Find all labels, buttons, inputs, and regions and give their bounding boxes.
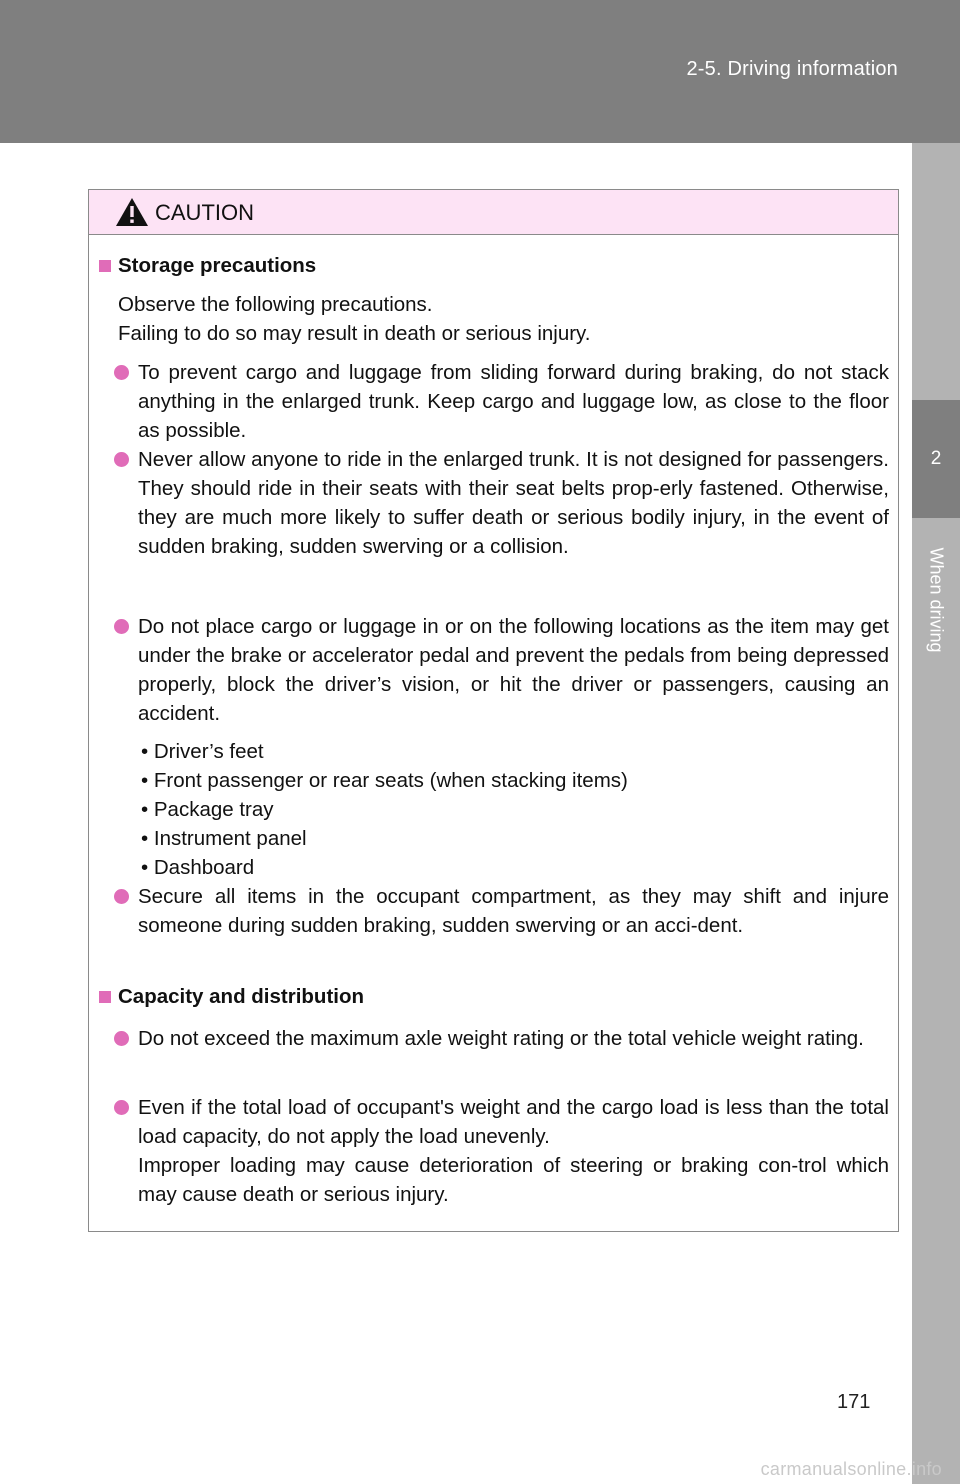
side-tab-top <box>912 143 960 400</box>
list-item: Secure all items in the occupant compartment, as they may shift and injure someone during sudden braking, sudden swerving or an acci-dent. <box>114 882 889 940</box>
page-number: 171 <box>837 1391 871 1413</box>
caution-box <box>88 189 899 1232</box>
section-title: 2-5. Driving information <box>686 58 898 80</box>
location-list <box>141 737 628 882</box>
caution-header <box>89 190 898 235</box>
list-item: Never allow anyone to ride in the enlarged trunk. It is not designed for passengers. They should ride in their seats with their seat belts prop-erly fastened. Otherwise, they are much more likely to suffer death or serious bodily injury, in the event of sudden braking, sudden swerving or a collision. <box>114 445 889 561</box>
intro-line-2: Failing to do so may result in death or serious injury. <box>118 322 591 345</box>
list-item: Do not place cargo or luggage in or on the following locations as the item may get under the brake or accelerator pedal and prevent the pedals from being depressed properly, block the driver’s vision, or hit the driver or passengers, causing an accident. <box>114 612 889 728</box>
side-tab-bottom <box>912 518 960 1484</box>
square-bullet-icon <box>99 260 111 272</box>
location-item: • Instrument panel <box>141 827 307 850</box>
warning-triangle-icon <box>115 197 149 227</box>
location-item: • Front passenger or rear seats (when stacking items) <box>141 769 628 792</box>
list-item: Do not exceed the maximum axle weight rating or the total vehicle weight rating. <box>114 1024 889 1053</box>
bullet-dot-icon <box>114 1031 129 1046</box>
location-item: • Package tray <box>141 798 274 821</box>
location-item: • Driver’s feet <box>141 740 264 763</box>
square-bullet-icon <box>99 991 111 1003</box>
watermark: carmanualsonline.info <box>760 1459 942 1479</box>
bullet-dot-icon <box>114 619 129 634</box>
bullet-dot-icon <box>114 452 129 467</box>
caution-title: CAUTION <box>155 200 254 225</box>
list-item-continuation: Improper loading may cause deterioration of steering or braking con-trol which may cause death or serious injury. <box>138 1154 889 1206</box>
location-item: • Dashboard <box>141 856 255 879</box>
intro-line-1: Observe the following precautions. <box>118 293 433 316</box>
bullet-dot-icon <box>114 365 129 380</box>
section-heading-storage: Storage precautions <box>99 254 316 278</box>
list-item: Even if the total load of occupant's weight and the cargo load is less than the total load capacity, do not apply the load unevenly. <box>114 1093 889 1151</box>
bullet-dot-icon <box>114 889 129 904</box>
chapter-label: When driving <box>926 547 947 653</box>
chapter-number: 2 <box>912 400 960 518</box>
section-heading-capacity: Capacity and distribution <box>99 985 364 1009</box>
bullet-dot-icon <box>114 1100 129 1115</box>
list-item: To prevent cargo and luggage from sliding forward during braking, do not stack anything in the enlarged trunk. Keep cargo and luggage low, as close to the floor as possible. <box>114 358 889 445</box>
